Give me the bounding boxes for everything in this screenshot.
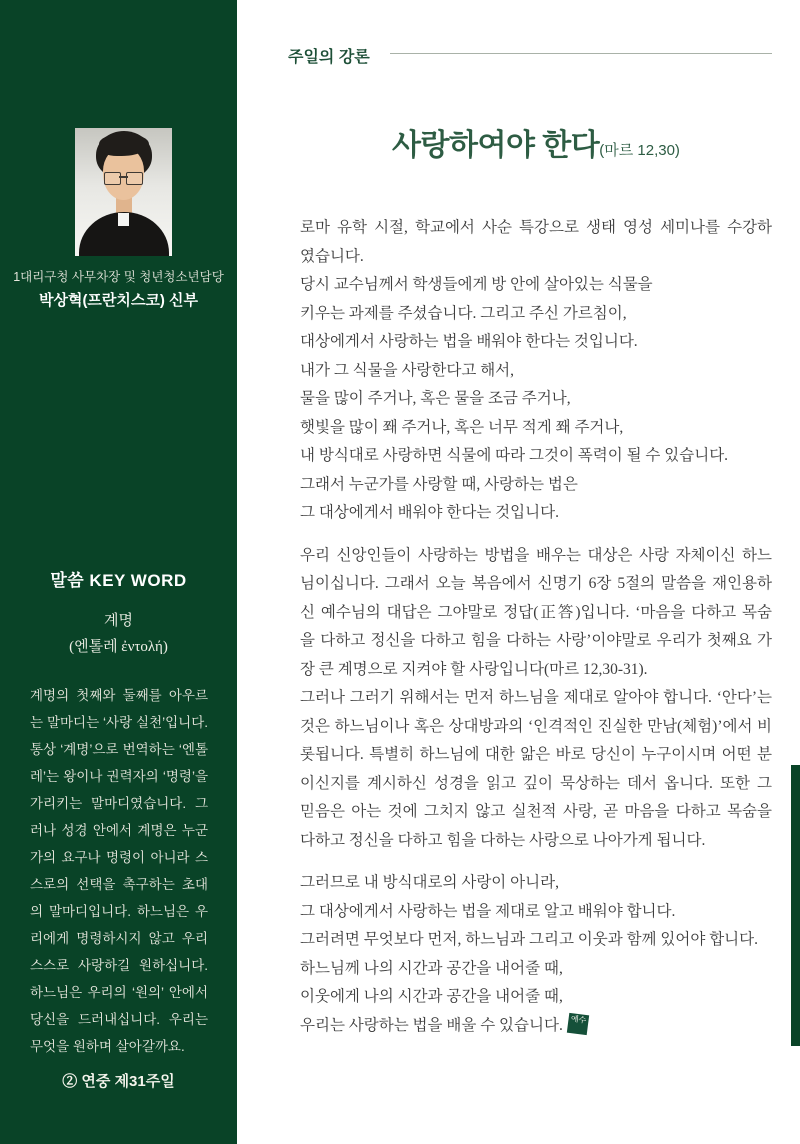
text-line: 그러나 그러기 위해서는 먼저 하느님을 제대로 알아야 합니다. ‘안다’는 (300, 689, 772, 706)
text-line: 님이십니다. 그래서 오늘 복음에서 신명기 6장 5절의 말씀을 재인용하 (300, 575, 772, 592)
glasses-right-lens (126, 172, 143, 185)
glasses-icon (104, 172, 143, 184)
text-line: 대상에게서 사랑하는 법을 배워야 한다는 것입니다. (300, 333, 638, 350)
glasses-bridge (119, 176, 128, 178)
text-line: 였습니다. (300, 247, 364, 265)
keyword-transliteration: (엔톨레 ἐντολή) (69, 639, 168, 655)
section-rule-line (390, 53, 772, 54)
paragraph (300, 214, 772, 528)
text-line: 우리는 사랑하는 법을 배울 수 있습니다. 예수 (300, 1012, 772, 1041)
signature-seal-icon: 예수 (567, 1012, 589, 1034)
text-line: 그러려면 무엇보다 먼저, 하느님과 그리고 이웃과 함께 있어야 합니다. (300, 931, 758, 948)
sidebar-footer-week-label: ② 연중 제31주일 (62, 1073, 175, 1090)
keyword-description: 계명의 첫째와 둘째를 아우르는 말마디는 ‘사랑 실천’입니다. 통상 ‘계명’으로 번역하는 ‘엔톨레’는 왕이나 권력자의 ‘명령’을 가리키는 말마디였습니다. 그러나 성경 안에서 계명은 누군가의 요구나 명령이 아니라 스스로의 선택을 촉구하는 초대의 말마디입니다. 하느님은 우리에게 명령하시지 않고 우리 스스로 사랑하길 원하십니다. 하느님은 우리의 ‘원의’ 안에서 당신을 드러내십니다. 우리는 무엇을 원하며 살아갈까요. (30, 688, 208, 1054)
sidebar (0, 0, 237, 1144)
text-line: 로마 유학 시절, 학교에서 사순 특강으로 생태 영성 세미나를 수강하 (300, 219, 772, 236)
priest-portrait-photo (75, 128, 172, 256)
text-line: 그 대상에게서 배워야 한다는 것입니다. (300, 504, 559, 521)
text-line: 것은 하느님이나 혹은 상대방과의 ‘인격적인 진실한 만남(체험)’에서 비 (300, 717, 772, 735)
paragraph (300, 869, 772, 1040)
author-role: 1대리구청 사무차장 및 청년청소년담당 (13, 270, 224, 284)
article-title (300, 120, 772, 164)
text-line: 당시 교수님께서 학생들에게 방 안에 살아있는 식물을 (300, 276, 653, 293)
text-line: 하느님께 나의 시간과 공간을 내어줄 때, (300, 959, 563, 977)
text-line: 그 대상에게서 사랑하는 법을 제대로 알고 배워야 합니다. (300, 902, 676, 920)
text-line: 이신지를 계시하신 성경을 읽고 깊이 묵상하는 데서 옵니다. 또한 그 (300, 774, 772, 792)
keyword-term: 계명 (104, 613, 133, 629)
text-line: 내 방식대로 사랑하면 식물에 따라 그것이 폭력이 될 수 있습니다. (300, 447, 729, 464)
clerical-collar (118, 213, 129, 226)
paragraph (300, 542, 772, 856)
article-body (300, 214, 772, 1054)
author-name: 박상혁(프란치스코) 신부 (38, 292, 199, 309)
section-label: 주일의 강론 (288, 49, 370, 66)
article-title-text: 사랑하여야 한다 (392, 129, 600, 162)
text-line: 다하고 정신을 다하고 힘을 다하는 사랑으로 나아가게 됩니다. (300, 831, 706, 849)
text-line: 햇빛을 많이 쫴 주거나, 혹은 너무 적게 쫴 주거나, (300, 418, 624, 436)
text-line: 롯됩니다. 특별히 하느님에 대한 앎은 바로 당신이 누구이시며 어떤 분 (300, 746, 772, 763)
text-line: 우리 신앙인들이 사랑하는 방법을 배우는 대상은 사랑 자체이신 하느 (300, 546, 772, 564)
right-accent-bar (791, 765, 800, 1046)
text-line: 신 예수님의 대답은 그야말로 정답(正答)입니다. ‘마음을 다하고 목숨 (300, 603, 772, 621)
text-line: 그러므로 내 방식대로의 사랑이 아니라, (300, 874, 559, 891)
keyword-heading: 말씀 KEY WORD (50, 571, 187, 590)
text-line: 내가 그 식물을 사랑한다고 해서, (300, 361, 515, 379)
glasses-left-lens (104, 172, 121, 185)
text-line: 그래서 누군가를 사랑할 때, 사랑하는 법은 (300, 475, 578, 493)
text-line: 장 큰 계명으로 지켜야 할 사랑입니다(마르 12,30-31). (300, 660, 648, 678)
text-line: 을 다하고 정신을 다하고 힘을 다하는 사랑’이야말로 우리가 첫째요 가 (300, 632, 772, 649)
text-line: 키우는 과제를 주셨습니다. 그리고 주신 가르침이, (300, 304, 627, 322)
text-line: 물을 많이 주거나, 혹은 물을 조금 주거나, (300, 390, 571, 407)
text-line: 믿음은 아는 것에 그치지 않고 실천적 사랑, 곧 마음을 다하고 목숨을 (300, 803, 772, 820)
article-title-reference: (마르 12,30) (599, 142, 680, 159)
text-line: 이웃에게 나의 시간과 공간을 내어줄 때, (300, 988, 563, 1005)
